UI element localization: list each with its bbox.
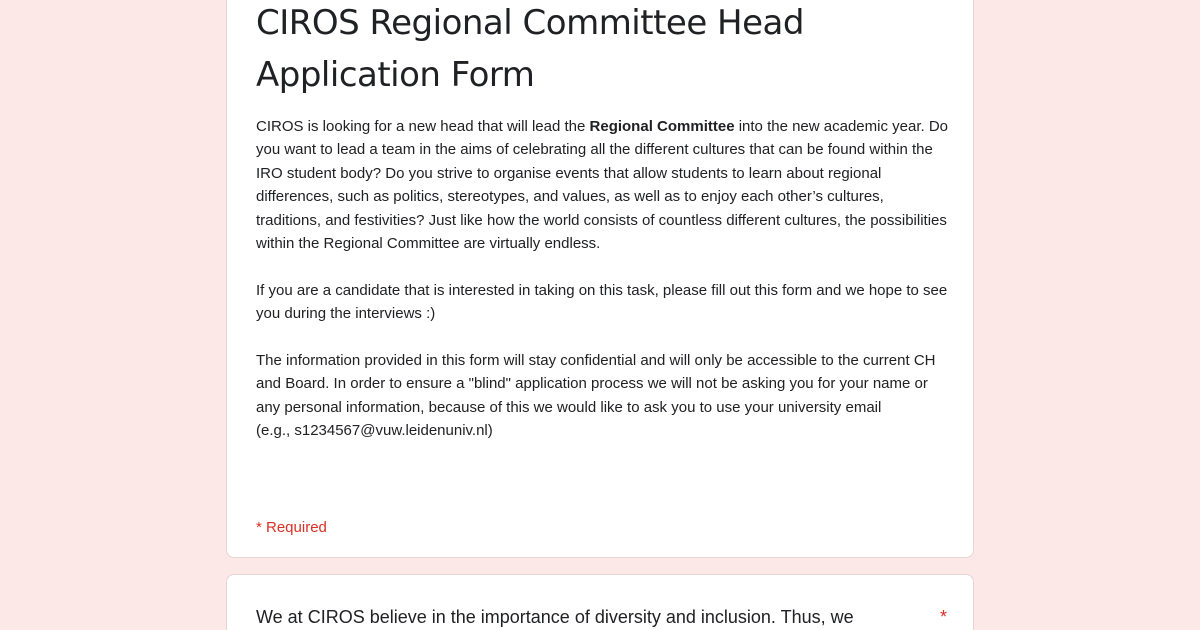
description-intro-continuation: into the new academic year. Do you want to lead a team in the aims of celebrating all the different cultures that can be found within the IRO student body? Do you strive to organise events that allow students to learn about regional differences, such as politics, stereotypes, and values, as well as to enjoy each other’s cultures, traditions, and festivities? Just like how the world consists of countless different cultures, the possibilities within the Regional Committee are virtually endless. (256, 118, 948, 253)
description-paragraph-2: If you are a candidate that is interested in taking on this task, please fill out this form and we hope to see you during the interviews :) (256, 281, 948, 323)
form-description (256, 115, 952, 443)
question-card[interactable] (226, 574, 974, 630)
form-title: CIROS Regional Committee Head Application Form (256, 3, 804, 95)
required-note: * Required (256, 519, 327, 536)
description-bold-committee: Regional Committee (589, 118, 735, 135)
description-paragraph-1 (256, 115, 952, 255)
form-header-card (226, 0, 974, 558)
description-intro-text: CIROS is looking for a new head that will lead the (256, 118, 590, 135)
required-asterisk: * (939, 607, 947, 627)
description-paragraph-3: The information provided in this form will stay confidential and will only be accessible to the current CH and Board. In order to ensure a "blind" application process we will not be asking you for your name or any personal information, because of this we would like to ask you to use your university email (e.g., s1234567@vuw.leidenuniv.nl) (256, 352, 936, 440)
question-title: We at CIROS believe in the importance of diversity and inclusion. Thus, we (256, 607, 854, 627)
